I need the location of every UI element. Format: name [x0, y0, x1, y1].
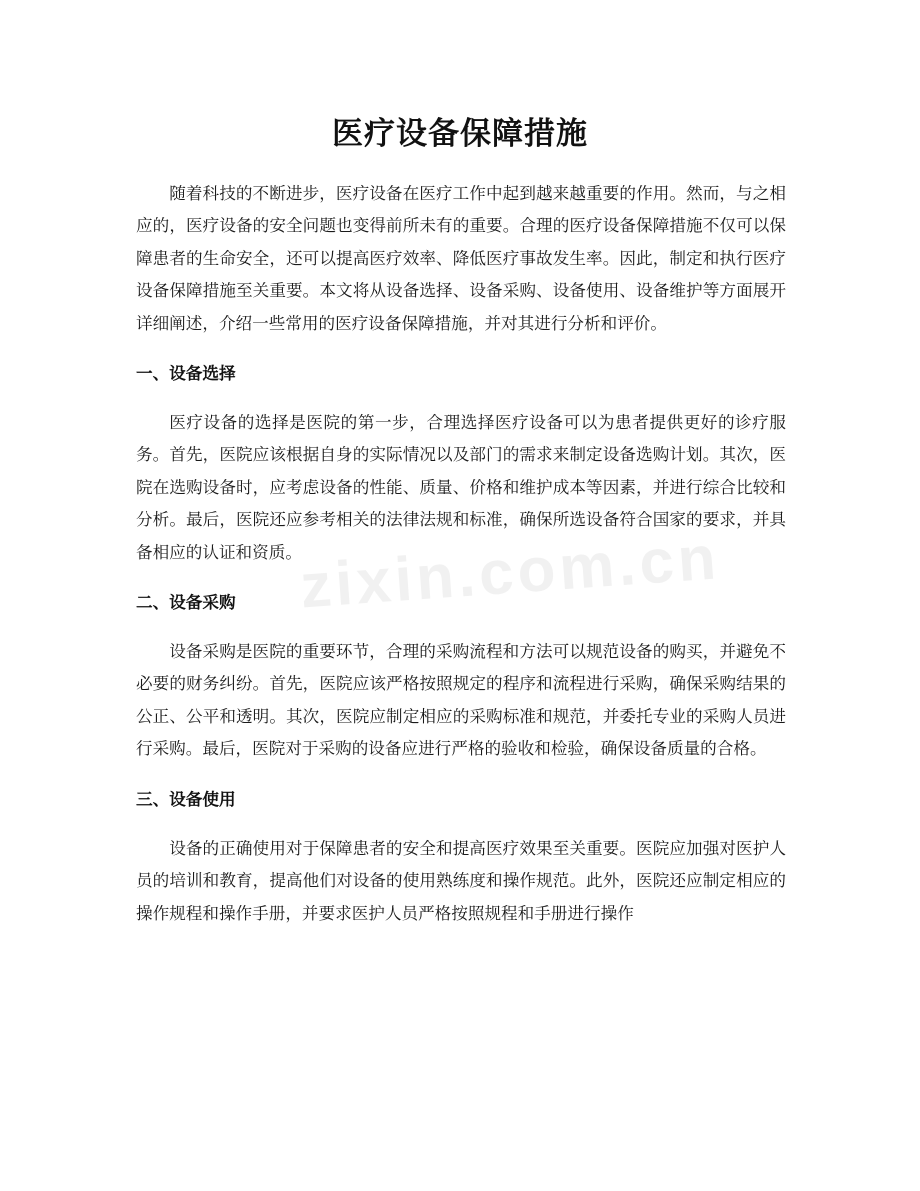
watermark: zixin.com.cn — [297, 523, 722, 622]
section-paragraph-usage: 设备的正确使用对于保障患者的安全和提高医疗效果至关重要。医院应加强对医护人员的培训和教育，提高他们对设备的使用熟练度和操作规范。此外，医院还应制定相应的操作规程和操作手册，并要求医护人员严格按照规程和手册进行操作 — [136, 838, 786, 923]
document-title: 医疗设备保障措施 — [332, 116, 588, 152]
document-body — [136, 178, 786, 930]
section-paragraph-selection: 医疗设备的选择是医院的第一步，合理选择医疗设备可以为患者提供更好的诊疗服务。首先，医院应该根据自身的实际情况以及部门的需求来制定设备选购计划。其次，医院在选购设备时，应考虑设备的性能、质量、价格和维护成本等因素，并进行综合比较和分析。最后，医院还应参考相关的法律法规和标准，确保所选设备符合国家的要求，并具备相应的认证和资质。 — [136, 413, 786, 562]
section-heading-selection: 一、设备选择 — [136, 364, 236, 384]
section-paragraph-procurement: 设备采购是医院的重要环节，合理的采购流程和方法可以规范设备的购买，并避免不必要的财务纠纷。首先，医院应该严格按照规定的程序和流程进行采购，确保采购结果的公正、公平和透明。其次，医院应制定相应的采购标准和规范，并委托专业的采购人员进行采购。最后，医院对于采购的设备应进行严格的验收和检验，确保设备质量的合格。 — [136, 642, 786, 759]
section-heading-usage: 三、设备使用 — [136, 789, 236, 809]
intro-paragraph: 随着科技的不断进步，医疗设备在医疗工作中起到越来越重要的作用。然而，与之相应的，医疗设备的安全问题也变得前所未有的重要。合理的医疗设备保障措施不仅可以保障患者的生命安全，还可以提高医疗效率、降低医疗事故发生率。因此，制定和执行医疗设备保障措施至关重要。本文将从设备选择、设备采购、设备使用、设备维护等方面展开详细阐述，介绍一些常用的医疗设备保障措施，并对其进行分析和评价。 — [136, 184, 786, 333]
section-heading-procurement: 二、设备采购 — [136, 593, 236, 613]
